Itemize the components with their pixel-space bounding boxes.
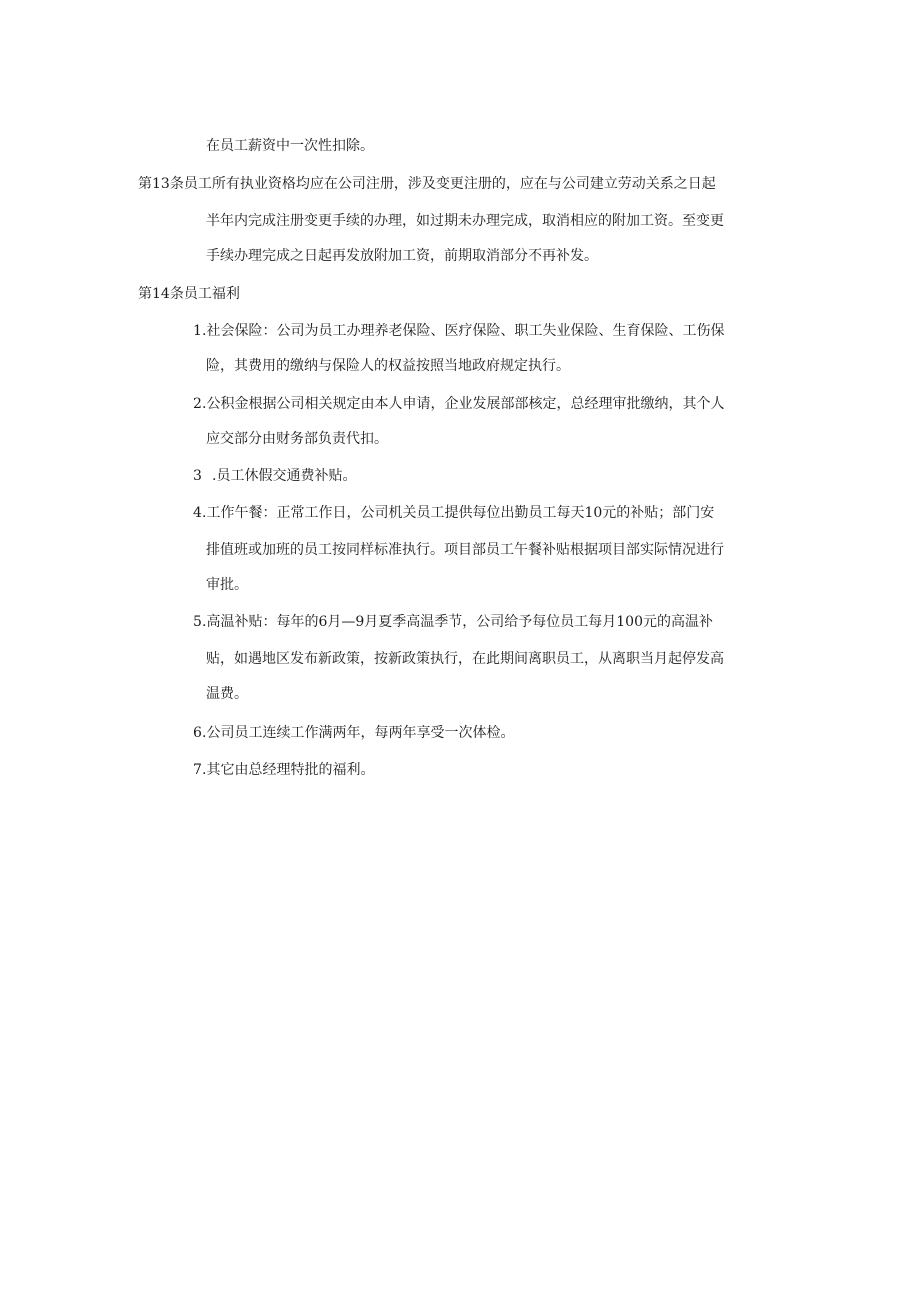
item-2-number: 2 xyxy=(193,396,202,412)
item-7-line-1: .其它由总经理特批的福利。 xyxy=(202,762,375,778)
item-1-number: 1 xyxy=(193,323,202,339)
item-6-number: 6 xyxy=(193,725,202,741)
item-5-line-1: .高温补贴：每年的6月—9月夏季高温季节，公司给予每位员工每月100元的高温补 xyxy=(202,614,713,630)
item-7-number: 7 xyxy=(193,762,202,778)
article-13-line-2: 半年内完成注册变更手续的办理，如过期未办理完成，取消相应的附加工资。至变更 xyxy=(206,213,724,229)
item-3-line-1: .员工休假交通费补贴。 xyxy=(212,468,357,484)
article-14-heading: 第14条员工福利 xyxy=(138,286,240,302)
text-line-deduction: 在员工薪资中一次性扣除。 xyxy=(206,138,374,154)
item-4-line-1: .工作午餐：正常工作日，公司机关员工提供每位出勤员工每天10元的补贴；部门安 xyxy=(202,505,715,521)
article-13-line-1: 第13条员工所有执业资格均应在公司注册，涉及变更注册的，应在与公司建立劳动关系之日起 xyxy=(138,176,716,192)
item-5-line-2: 贴，如遇地区发布新政策，按新政策执行，在此期间离职员工，从离职当月起停发高 xyxy=(206,651,724,667)
item-5-number: 5 xyxy=(193,614,202,630)
item-4-line-3: 审批。 xyxy=(206,577,248,593)
item-4-number: 4 xyxy=(193,505,202,521)
item-6-line-1: .公司员工连续工作满两年，每两年享受一次体检。 xyxy=(202,725,515,741)
item-2-line-1: .公积金根据公司相关规定由本人申请，企业发展部部核定，总经理审批缴纳，其个人 xyxy=(202,396,725,412)
item-1-line-1: .社会保险：公司为员工办理养老保险、医疗保险、职工失业保险、生育保险、工伤保 xyxy=(202,323,725,339)
article-13-line-3: 手续办理完成之日起再发放附加工资，前期取消部分不再补发。 xyxy=(206,248,598,264)
item-3-number: 3 xyxy=(193,468,202,484)
item-2-line-2: 应交部分由财务部负责代扣。 xyxy=(206,431,388,447)
item-4-line-2: 排值班或加班的员工按同样标准执行。项目部员工午餐补贴根据项目部实际情况进行 xyxy=(206,542,724,558)
item-1-line-2: 险，其费用的缴纳与保险人的权益按照当地政府规定执行。 xyxy=(206,358,570,374)
item-5-line-3: 温费。 xyxy=(206,686,248,702)
